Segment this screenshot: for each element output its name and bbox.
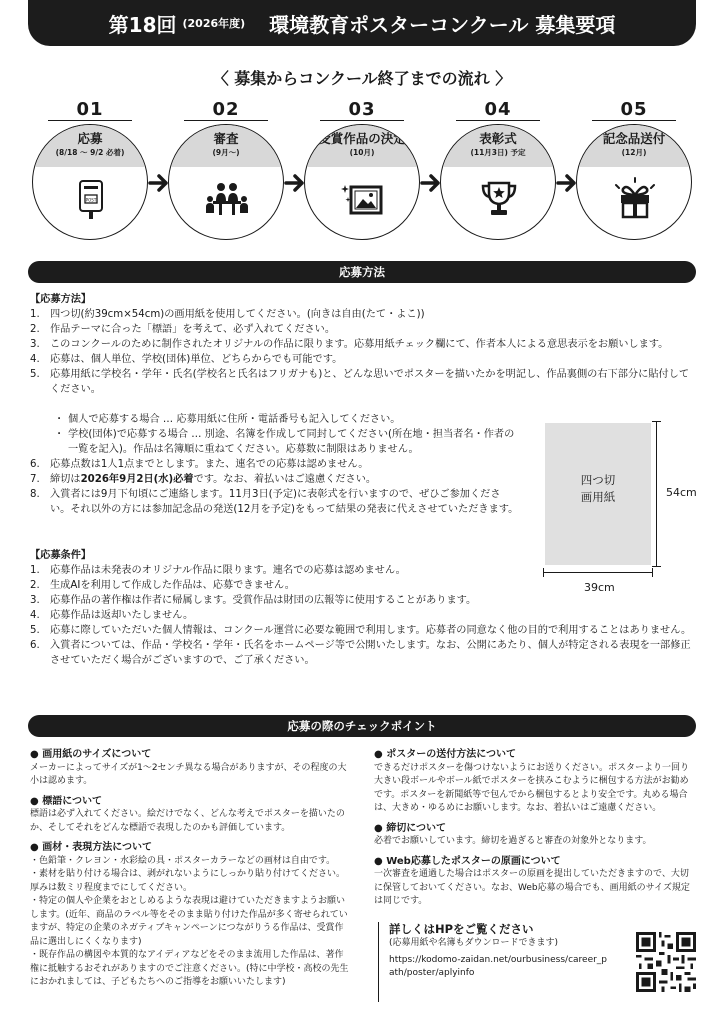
list-item: 8. 入賞者には9月下旬頃にご連絡します。11月3日(予定)に表彰式を行いますので、ぜひご参加ください。それ以外の方には参加記念品の発送(12月を予定)をもって結果の発表に代えさせていただきます。 <box>30 489 519 515</box>
checkpoint-text: 標語は必ず入れてください。絵だけでなく、どんな考えでポスターを描いたのか、そしてそれをどんな標語で表現したのかも評価しています。 <box>30 809 345 833</box>
section-bar-checkpoints: 応募の際のチェックポイント <box>28 715 696 737</box>
list-item: 5. 応募用紙に学校名・学年・氏名(学校名と氏名はフリガナも)と、どんな思いでポスターを描いたかを明記し、作品裏側の右下部分に貼付してください。 <box>30 369 690 395</box>
gift-box-icon <box>613 177 657 221</box>
list-item: 2. 生成AIを利用して作成した作品は、応募できません。 <box>30 580 295 591</box>
apply-method-section-2 <box>30 412 520 517</box>
checkpoint-text: ・色鉛筆・クレヨン・水彩絵の具・ポスターカラーなどの画材は自由です。 <box>30 855 336 866</box>
apply-method-list <box>30 307 694 397</box>
step-date: (12月) <box>621 148 647 157</box>
checkpoint-text: ・特定の個人や企業をおとしめるような表現は避けていただきますようお願いします。(近年、商品のラベル等をそのまま貼り付けた作品が多く寄せられていますが、特定の企業のネガティブキャンペーンにつながりうる作品は、受賞作品に選出しにくくなります) <box>30 896 348 947</box>
list-item: 4. 応募作品は返却いたしません。 <box>30 610 194 621</box>
checkpoint-text: できるだけポスターを傷つけないようにお送りください。ポスターより一回り大きい段ボールやボール紙でポスターを挟みこむように梱包する方法がお勧めです。ポスターを新聞紙等で包んでから梱包するとより安全です。丸める場合は、大きめ・ゆるめにお願いします。なお、着払いはご遠慮ください。 <box>374 762 690 813</box>
arrow-right-icon <box>284 172 306 194</box>
list-item: 6. 応募点数は1人1点までとします。また、連名での応募は認めません。 <box>30 459 369 470</box>
checkpoint-heading: ● 締切について <box>374 822 447 834</box>
qr-code-icon[interactable] <box>636 932 696 992</box>
arrow-right-icon <box>148 172 170 194</box>
step-label: 応募 <box>77 131 103 146</box>
apply-sub-list <box>56 412 520 457</box>
info-subtitle: (応募用紙や名簿もダウンロードできます) <box>389 938 559 948</box>
info-title: 詳しくはHPをご覧ください <box>389 922 534 936</box>
step-label: 表彰式 <box>479 131 517 146</box>
paper-width-label: 39cm <box>584 581 615 594</box>
svg-text:POST: POST <box>85 197 97 203</box>
checkpoint-text: ・素材を貼り付ける場合は、剥がれないようにしっかり貼り付けてください。厚みは数ミリ程度までにしてください。 <box>30 869 346 893</box>
checkpoint-text: メーカーによってサイズが1〜2センチ異なる場合がありますが、その程度の大小は認めます。 <box>30 762 347 786</box>
checkpoint-heading: ● 画用紙のサイズについて <box>30 749 152 760</box>
postbox-icon <box>69 177 113 221</box>
judges-meeting-icon <box>205 177 249 221</box>
list-item: 5. 応募に際していただいた個人情報は、コンクール運営に必要な範囲で利用します。応募者の同意なく他の目的で利用することはありません。 <box>30 625 692 636</box>
header-title: 環境教育ポスターコンクール 募集要項 <box>269 12 616 37</box>
list-item: 7. 締切は2026年9月2日(水)必着です。なお、着払いはご遠慮ください。 <box>30 474 377 485</box>
paper-label: 四つ切 画用紙 <box>580 473 616 504</box>
flow-step-2 <box>168 99 284 157</box>
checkpoint-heading: ● 画材・表現方法について <box>30 842 153 853</box>
step-number: 01 <box>76 99 104 120</box>
checkpoint-text: ・既存作品の構図や本質的なアイディアなどをそのまま流用した作品は、著作権に抵触するおそれがありますのでご注意ください。(特に中学校・高校の先生におかれましては、子どもたちへのご指導をお願いいたします) <box>30 950 349 987</box>
info-url-link[interactable]: https://kodomo-zaidan.net/ourbusiness/career_path/poster/aplyinfo <box>389 955 608 978</box>
conditions-list <box>30 563 694 668</box>
step-label: 記念品送付 <box>602 131 666 146</box>
apply-method-list-2 <box>30 457 520 517</box>
conditions-heading: 【応募条件】 <box>30 550 92 561</box>
trophy-icon <box>477 177 521 221</box>
step-date: (10月) <box>349 148 375 157</box>
list-item: 1. 応募作品は未発表のオリジナル作品に限ります。連名での応募は認めません。 <box>30 565 406 576</box>
apply-method-section <box>30 292 694 397</box>
apply-method-heading: 【応募方法】 <box>30 294 92 305</box>
dimension-line-vertical <box>656 421 657 567</box>
paper-height-label: 54cm <box>666 486 697 499</box>
step-date: (8/18 〜 9/2 必着) <box>55 148 125 157</box>
checkpoint-heading: ● Web応募したポスターの原画について <box>374 855 561 867</box>
framed-picture-icon <box>341 177 385 221</box>
step-number: 04 <box>484 99 512 120</box>
list-item: 3. 応募作品の著作権は作者に帰属します。受賞作品は財団の広報等に使用することがあります。 <box>30 595 477 606</box>
step-label: 審査 <box>213 131 239 146</box>
checkpoints-left-column <box>30 748 352 990</box>
step-date: (9月〜) <box>212 148 240 157</box>
checkpoints-right-column <box>374 748 696 909</box>
flow-step-4 <box>440 99 556 157</box>
checkpoint-heading: ● ポスターの送付方法について <box>374 749 517 760</box>
list-item: ・ 個人で応募する場合 … 応募用紙に住所・電話番号も記入してください。 <box>56 412 520 427</box>
list-item: ・ 学校(団体)で応募する場合 … 別途、名簿を作成して同封してください(所在地・担当者名・作者の一覧を記入)。作品は名簿順に重ねてください。応募数に制限はありません。 <box>56 427 520 457</box>
arrow-right-icon <box>420 172 442 194</box>
flow-step-3 <box>304 99 420 157</box>
step-date: (11月3日) 予定 <box>470 148 526 157</box>
flow-title: 〈 募集からコンクール終了までの流れ 〉 <box>212 69 512 88</box>
list-item: 6. 入賞者については、作品・学校名・学年・氏名をホームページ等で公開いたします。なお、公開にあたり、個人が特定される表現を一部修正させていただく場合がございますので、ご了承ください。 <box>30 640 691 666</box>
page-header <box>28 0 696 46</box>
list-item: 2. 作品テーマに合った「標語」を考えて、必ず入れてください。 <box>30 324 336 335</box>
checkpoint-text: 一次審査を通過した場合はポスターの原画を提出していただきますので、大切に保管しておいてください。なお、Web応募の場合でも、画用紙のサイズ規定は同じです。 <box>374 869 690 906</box>
checkpoint-text: 必着でお願いしています。締切を過ぎると審査の対象外となります。 <box>374 836 652 846</box>
apply-conditions-section <box>30 548 694 668</box>
deadline-date: 2026年9月2日(水)必着 <box>80 474 194 485</box>
step-number: 05 <box>620 99 648 120</box>
step-label: 受賞作品の決定 <box>318 131 406 146</box>
list-item: 3. このコンクールのために制作されたオリジナルの作品に限ります。応募用紙チェック欄にて、作者本人による意思表示をお願いします。 <box>30 339 669 350</box>
list-item: 1. 四つ切(約39cm×54cm)の画用紙を使用してください。(向きは自由(たて・よこ)) <box>30 309 425 320</box>
step-number: 03 <box>348 99 376 120</box>
section-bar-apply: 応募方法 <box>28 261 696 283</box>
header-edition: 第18回 <box>108 12 177 37</box>
list-item: 4. 応募は、個人単位、学校(団体)単位、どちらからでも可能です。 <box>30 354 343 365</box>
header-year: (2026年度) <box>182 17 246 30</box>
flow-step-1 <box>32 99 148 203</box>
checkpoint-heading: ● 標語について <box>30 795 103 807</box>
arrow-right-icon <box>556 172 578 194</box>
flow-step-5 <box>576 99 692 157</box>
step-number: 02 <box>212 99 240 120</box>
